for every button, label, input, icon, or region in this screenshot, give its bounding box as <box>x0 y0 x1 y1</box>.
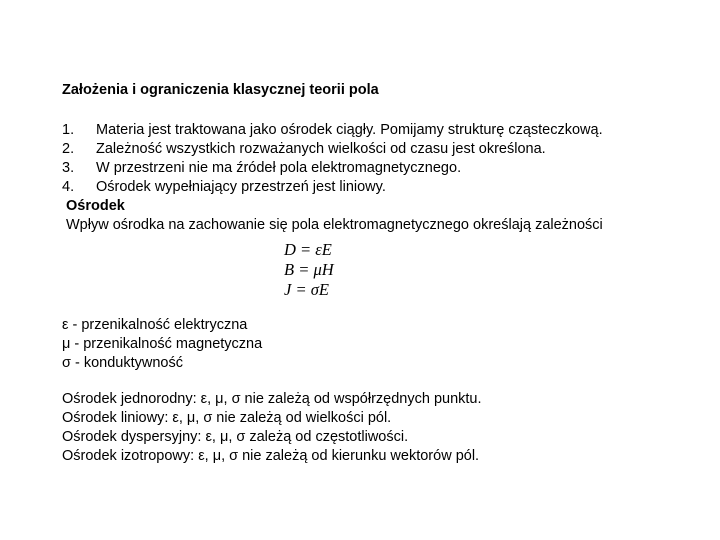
list-number: 2. <box>62 141 75 157</box>
medium-isotropic: Ośrodek izotropowy: ε, μ, σ nie zależą od kierunku wektorów pól. <box>62 448 480 464</box>
list-text: Ośrodek wypełniający przestrzeń jest liniowy. <box>96 179 386 195</box>
section-heading: Ośrodek <box>66 198 125 214</box>
definition-epsilon: ε - przenikalność elektryczna <box>62 317 248 333</box>
list-number: 3. <box>62 160 75 176</box>
list-text: Materia jest traktowana jako ośrodek ciągły. Pomijamy strukturę cząsteczkową. <box>96 122 603 138</box>
equation-d: D = εE <box>284 240 332 259</box>
definitions-list <box>62 317 262 374</box>
medium-dispersive: Ośrodek dyspersyjny: ε, μ, σ zależą od częstotliwości. <box>62 429 409 445</box>
list-number: 4. <box>62 179 75 195</box>
equation-b: B = μH <box>284 260 334 279</box>
medium-linear: Ośrodek liniowy: ε, μ, σ nie zależą od wielkości pól. <box>62 410 392 426</box>
definition-sigma: σ - konduktywność <box>62 355 183 371</box>
definition-mu: μ - przenikalność magnetyczna <box>62 336 263 352</box>
media-types-list <box>62 391 482 467</box>
slide-title: Założenia i ograniczenia klasycznej teorii pola <box>62 82 379 98</box>
medium-homogeneous: Ośrodek jednorodny: ε, μ, σ nie zależą od współrzędnych punktu. <box>62 391 482 407</box>
equations-block <box>284 240 334 300</box>
list-number: 1. <box>62 122 75 138</box>
section-intro: Wpływ ośrodka na zachowanie się pola elektromagnetycznego określają zależności <box>66 217 603 233</box>
list-text: W przestrzeni nie ma źródeł pola elektromagnetycznego. <box>96 160 462 176</box>
list-text: Zależność wszystkich rozważanych wielkości od czasu jest określona. <box>96 141 546 157</box>
equation-j: J = σE <box>284 280 329 299</box>
